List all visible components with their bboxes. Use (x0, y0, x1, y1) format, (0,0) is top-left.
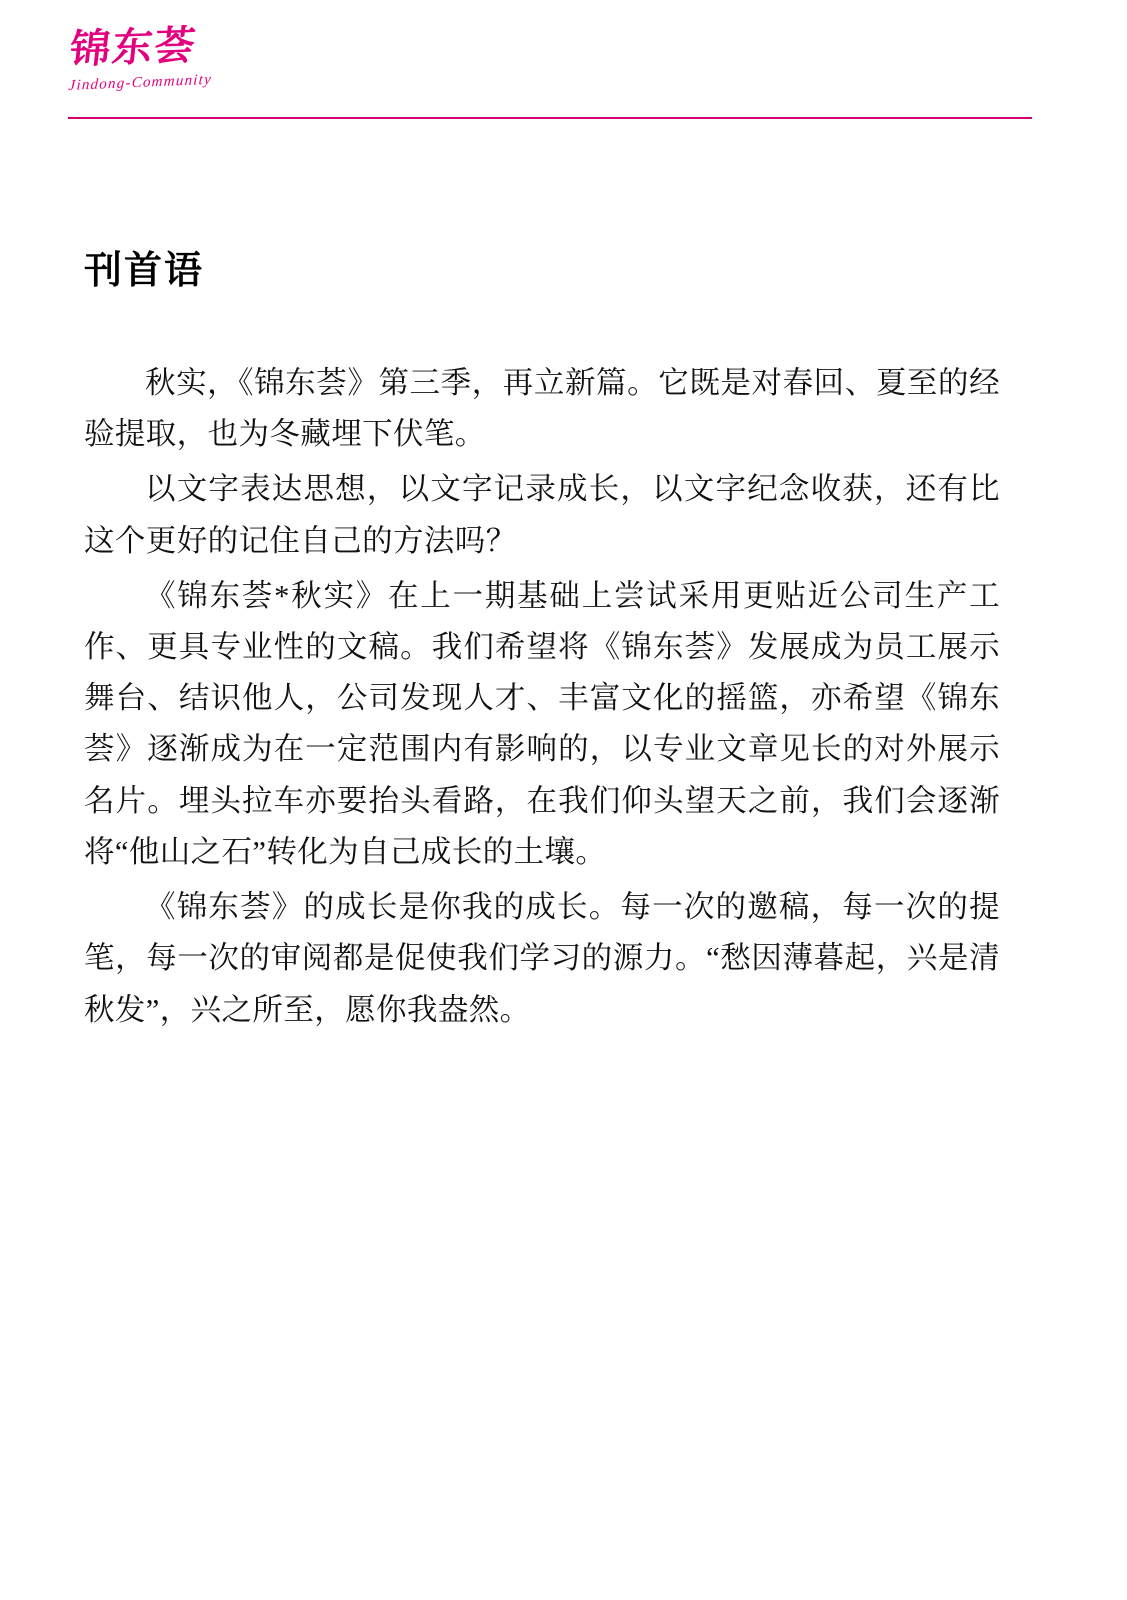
article-container (84, 250, 1000, 1036)
brand-logo-latin-wordmark: Jindong-Community (68, 71, 213, 95)
page-title: 刊首语 (84, 248, 205, 292)
article-paragraph: 《锦东荟*秋实》在上一期基础上尝试采用更贴近公司生产工作、更具专业性的文稿。我们希望将《锦东荟》发展成为员工展示舞台、结识他人，公司发现人才、丰富文化的摇篮，亦希望《锦东荟》逐渐成为在一定范围内有影响的，以专业文章见长的对外展示名片。埋头拉车亦要抬头看路，在我们仰头望天之前，我们会逐渐将“他山之石”转化为自己成长的土壤。 (84, 578, 1000, 869)
masthead-divider (68, 117, 1032, 119)
brand-logo (67, 21, 228, 116)
article-paragraph: 《锦东荟》的成长是你我的成长。每一次的邀稿，每一次的提笔，每一次的审阅都是促使我们学习的源力。“愁因薄暮起，兴是清秋发”，兴之所至，愿你我盎然。 (84, 890, 1000, 1027)
article-body (84, 358, 1000, 1036)
page-masthead (0, 0, 1127, 122)
brand-logo-chinese-wordmark: 锦东荟 (67, 21, 200, 73)
article-paragraph: 以文字表达思想，以文字记录成长，以文字纪念收获，还有比这个更好的记住自己的方法吗？ (84, 472, 1000, 558)
article-paragraph: 秋实，《锦东荟》第三季，再立新篇。它既是对春回、夏至的经验提取，也为冬藏埋下伏笔。 (84, 365, 1000, 452)
